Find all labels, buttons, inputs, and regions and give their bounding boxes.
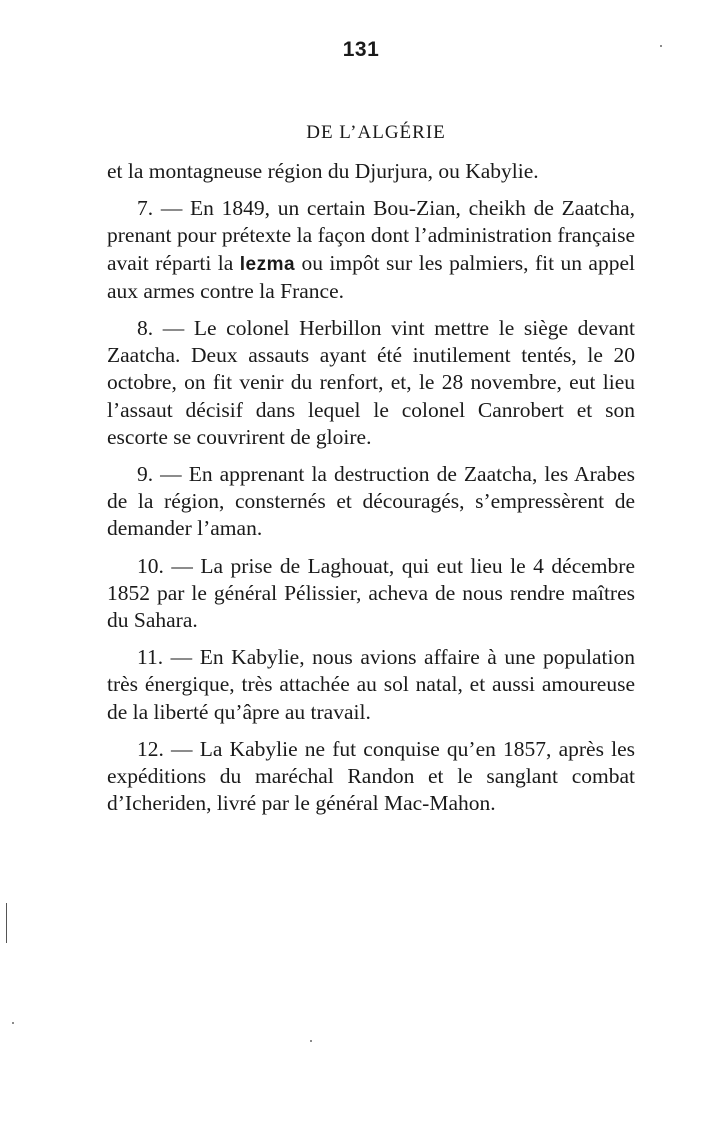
body-text [107,158,635,827]
paragraph-7-after: ou impôt sur les palmiers, fit un appel aux armes contre la France. [107,250,635,303]
margin-scan-mark [6,903,7,943]
paragraph-8: 8. — Le colonel Herbillon vint mettre le siège devant Zaatcha. Deux assauts ayant été inutilement tentés, le 20 octobre, on fit venir du renfort, et, le 28 novembre, eut lieu l’assaut décisif dans lequel le colonel Canrobert et son escorte se couvrirent de gloire. [107,316,635,449]
paragraph-7-term: lezma [239,253,296,275]
paragraph-11: 11. — En Kabylie, nous avions affaire à une population très énergique, très attachée au sol natal, et aussi amoureuse de la liberté qu’âpre au travail. [107,645,635,724]
paragraph-7 [107,195,635,305]
scan-speck [310,1040,312,1042]
page-number: 131 [342,38,380,61]
paragraph-9: 9. — En apprenant la destruction de Zaatcha, les Arabes de la région, consternés et découragés, s’empressèrent de demander l’aman. [107,462,635,541]
paragraph-10: 10. — La prise de Laghouat, qui eut lieu le 4 décembre 1852 par le général Pélissier, acheva de nous rendre maîtres du Sahara. [107,553,635,633]
running-head: DE L’ALGÉRIE [306,122,446,143]
scan-speck [12,1022,14,1024]
paragraph-7-before: 7. — En 1849, un certain Bou-Zian, cheikh de Zaatcha, prenant pour prétexte la façon dont l’administration française avait réparti la [107,196,635,275]
scan-speck [660,45,662,47]
paragraph-12: 12. — La Kabylie ne fut conquise qu’en 1857, après les expéditions du maréchal Randon et le sanglant combat d’Icheriden, livré par le général Mac-Mahon. [107,736,635,816]
paragraph-continuation: et la montagneuse région du Djurjura, ou Kabylie. [107,159,539,183]
